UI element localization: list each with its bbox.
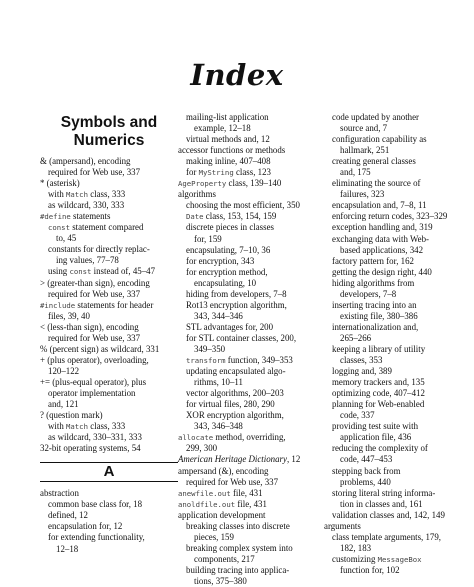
- entry-text: defined, 12: [48, 510, 88, 521]
- entry-text: class, 139–140: [226, 178, 282, 189]
- index-entry: [324, 499, 462, 510]
- entry-text: for virtual files, 280, 290: [186, 399, 275, 410]
- entry-text: factory pattern for, 162: [332, 255, 414, 266]
- entry-text: creating general classes: [332, 156, 416, 167]
- entry-text: class template arguments, 179,: [332, 531, 442, 542]
- entry-text: 32-bit operating systems, 54: [40, 443, 141, 454]
- index-entry: [178, 123, 316, 134]
- index-entry: [178, 432, 316, 443]
- entry-text: for extending functionality,: [48, 532, 145, 543]
- entry-text: mailing-list application: [186, 112, 269, 122]
- index-entry: [178, 112, 316, 123]
- index-entry: [40, 432, 178, 443]
- code-term: Match: [66, 190, 88, 200]
- index-column-2: [178, 112, 316, 587]
- index-entry: [324, 322, 462, 333]
- index-entry: [40, 311, 178, 322]
- entry-text: developers, 7–8: [340, 288, 397, 299]
- index-entry: [324, 399, 462, 410]
- index-entry: [40, 377, 178, 388]
- entry-text: vector algorithms, 200–203: [186, 388, 284, 399]
- index-entry: [40, 410, 178, 421]
- index-entry: [178, 565, 316, 576]
- entry-text: providing test suite with: [332, 421, 419, 432]
- entry-text: arguments: [324, 520, 361, 531]
- index-entry: [324, 443, 462, 454]
- entry-text: planning for Web-enabled: [332, 399, 425, 410]
- entry-text: application file, 436: [340, 432, 412, 443]
- entry-text: , 12: [286, 454, 301, 465]
- entry-text: class, 333: [87, 421, 126, 432]
- code-term: Date: [186, 212, 204, 222]
- index-entry: [324, 543, 462, 554]
- index-entry: [324, 355, 462, 366]
- entry-text: for, 159: [194, 233, 222, 244]
- letter-heading: A: [40, 462, 178, 482]
- code-term: MessageBox: [377, 554, 422, 564]
- index-entry: [40, 244, 178, 255]
- index-entry: [40, 266, 178, 277]
- entry-text: algorithms: [178, 189, 216, 200]
- entry-text: operator implementation: [48, 387, 136, 398]
- entry-text: STL advantages for, 200: [186, 321, 274, 332]
- entry-text: for: [186, 167, 199, 178]
- index-entry: [324, 267, 462, 278]
- index-entry: [40, 278, 178, 289]
- index-entry: [40, 532, 178, 543]
- index-entry: [178, 256, 316, 267]
- entry-text: accessor functions or methods: [178, 145, 286, 156]
- index-entry: [40, 510, 178, 521]
- entry-text: instead of, 45–47: [91, 266, 156, 277]
- entry-text: code updated by another: [332, 112, 419, 122]
- entry-text: statement compared: [69, 222, 144, 233]
- entry-text: required for Web use, 337: [48, 332, 141, 343]
- entry-text: required for Web use, 337: [48, 167, 141, 178]
- entry-text: function, 349–353: [225, 355, 293, 366]
- index-entry: [40, 300, 178, 311]
- index-entry: [178, 245, 316, 256]
- entry-text: XOR encryption algorithm,: [186, 410, 284, 421]
- index-entry: [324, 200, 462, 211]
- entry-text: existing file, 380–386: [340, 310, 418, 321]
- index-entry: [324, 311, 462, 322]
- entry-text: hallmark, 251: [340, 145, 390, 156]
- entry-text: encapsulation and, 7–8, 11: [332, 200, 427, 211]
- index-entry: [178, 211, 316, 222]
- entry-text: ing values, 77–78: [56, 255, 119, 266]
- index-entry: [40, 399, 178, 410]
- index-entry: [324, 178, 462, 189]
- entry-text: class, 153, 154, 159: [203, 211, 277, 222]
- index-entry: [324, 234, 462, 245]
- index-entry: [178, 466, 316, 477]
- index-entry: [324, 410, 462, 421]
- index-entry: [40, 178, 178, 189]
- entry-text: pieces, 159: [194, 531, 234, 542]
- entry-text: 265–266: [340, 332, 372, 343]
- code-term: transform: [186, 356, 226, 366]
- index-entry: [324, 189, 462, 200]
- entry-text: encapsulation for, 12: [48, 521, 123, 532]
- index-entry: [324, 134, 462, 145]
- index-entry: [178, 200, 316, 211]
- index-entry: [324, 377, 462, 388]
- entry-text: configuration capability as: [332, 134, 427, 145]
- entry-text: < (less-than sign), encoding: [40, 321, 139, 332]
- entry-text: Rot13 encryption algorithm,: [186, 299, 287, 310]
- entry-text: logging and, 389: [332, 366, 392, 377]
- entry-text: 349–350: [194, 343, 226, 354]
- entry-text: file, 431: [235, 498, 267, 509]
- entry-text: storing literal string informa-: [332, 487, 436, 498]
- index-entry: [40, 521, 178, 532]
- entry-text: discrete pieces in classes: [186, 222, 274, 233]
- entry-text: optimizing code, 407–412: [332, 388, 425, 399]
- entry-text: as wildcard, 330, 333: [48, 200, 125, 211]
- index-entry: [178, 322, 316, 333]
- index-entry: [324, 222, 462, 233]
- entry-text: classes, 353: [340, 355, 383, 366]
- entry-text: application development: [178, 509, 266, 520]
- entry-text: failures, 323: [340, 189, 385, 200]
- index-column-1: [40, 112, 178, 555]
- entry-text: method, overriding,: [213, 432, 286, 443]
- entry-text: with: [48, 421, 66, 432]
- entry-text: 299, 300: [186, 443, 218, 454]
- index-entry: [324, 112, 462, 123]
- entry-text: components, 217: [194, 553, 255, 564]
- index-entry: [324, 278, 462, 289]
- index-entry: [324, 156, 462, 167]
- entry-text: eliminating the source of: [332, 178, 421, 189]
- entry-text: files, 39, 40: [48, 310, 90, 321]
- index-entry: [40, 211, 178, 222]
- entry-text: inserting tracing into an: [332, 299, 417, 310]
- index-entry: [40, 355, 178, 366]
- index-entry: [178, 421, 316, 432]
- entry-text: getting the design right, 440: [332, 266, 432, 277]
- entry-text: making inline, 407–408: [186, 156, 271, 167]
- entry-text: as wildcard, 330–331, 333: [48, 432, 142, 443]
- index-entry: [324, 532, 462, 543]
- index-entry: [40, 200, 178, 211]
- entry-text: reducing the complexity of: [332, 443, 428, 454]
- entry-text: source and, 7: [340, 123, 388, 134]
- code-term: AgeProperty: [178, 179, 227, 189]
- code-term: MyString: [198, 168, 234, 178]
- index-entry: [40, 233, 178, 244]
- index-entry: [178, 543, 316, 554]
- section-heading: Symbols and Numerics: [60, 114, 158, 149]
- index-entry: [324, 145, 462, 156]
- entry-text: * (asterisk): [40, 178, 80, 189]
- index-entry: [178, 189, 316, 200]
- entry-text: 343, 346–348: [194, 421, 243, 432]
- index-entry: [178, 134, 316, 145]
- entry-text: customizing: [332, 553, 378, 564]
- entry-text: and, 175: [340, 167, 371, 178]
- index-entry: [324, 167, 462, 178]
- entry-text: hiding algorithms from: [332, 277, 415, 288]
- entry-text: tion in classes and, 161: [340, 498, 423, 509]
- entry-text: statements: [70, 211, 111, 222]
- entry-text: keeping a library of utility: [332, 343, 426, 354]
- index-entry: [40, 333, 178, 344]
- entry-text: for STL container classes, 200,: [186, 332, 297, 343]
- index-entry: [324, 477, 462, 488]
- index-entry: [178, 410, 316, 421]
- entry-text: constants for directly replac-: [48, 244, 150, 255]
- index-entry: [40, 366, 178, 377]
- entry-text: exchanging data with Web-: [332, 233, 429, 244]
- code-term: #define: [40, 212, 71, 222]
- index-entry: [40, 255, 178, 266]
- index-entry: [178, 366, 316, 377]
- entry-text: exception handling and, 319: [332, 222, 433, 233]
- entry-text: building tracing into applica-: [186, 564, 290, 575]
- index-entry: [40, 388, 178, 399]
- index-entry: [40, 167, 178, 178]
- index-entry: [178, 499, 316, 510]
- code-term: const: [48, 223, 70, 233]
- index-entry: [324, 289, 462, 300]
- entry-text: ampersand (&), encoding: [178, 465, 269, 476]
- italic-term: American Heritage Dictionary: [178, 454, 287, 465]
- entry-text: file, 431: [230, 487, 263, 498]
- index-entry: [178, 477, 316, 488]
- code-term: allocate: [178, 433, 214, 443]
- entry-text: breaking classes into discrete: [186, 520, 290, 531]
- entry-text: validation classes and, 142, 149: [332, 509, 445, 520]
- entry-text: with: [48, 189, 66, 200]
- entry-text: enforcing return codes, 323–329: [332, 211, 448, 222]
- index-entry: [324, 488, 462, 499]
- index-entry: [324, 256, 462, 267]
- index-entry: [178, 167, 316, 178]
- code-term: anewfile.out: [178, 488, 231, 498]
- entry-text: stepping back from: [332, 465, 401, 476]
- index-column-3: [324, 112, 462, 576]
- index-entry: [178, 454, 316, 465]
- index-entry: [40, 544, 178, 555]
- index-entry: [178, 521, 316, 532]
- index-entry: [178, 532, 316, 543]
- index-entry: [178, 388, 316, 399]
- entry-text: for encryption, 343: [186, 255, 255, 266]
- index-entry: [178, 234, 316, 245]
- index-entry: [40, 421, 178, 432]
- index-entry: [178, 554, 316, 565]
- index-entry: [324, 565, 462, 576]
- entry-text: 120–122: [48, 365, 80, 376]
- entry-text: choosing the most efficient, 350: [186, 200, 300, 211]
- index-entry: [178, 278, 316, 289]
- index-entry: [324, 388, 462, 399]
- index-entry: [178, 399, 316, 410]
- index-entry: [178, 145, 316, 156]
- entry-text: hiding from developers, 7–8: [186, 288, 287, 299]
- index-entry: [40, 189, 178, 200]
- index-entry: [324, 510, 462, 521]
- index-entry: [324, 211, 462, 222]
- entry-text: required for Web use, 337: [48, 288, 141, 299]
- index-entry: [40, 289, 178, 300]
- entry-text: code, 447–453: [340, 454, 393, 465]
- entry-text: updating encapsulated algo-: [186, 366, 286, 377]
- entry-text: & (ampersand), encoding: [40, 156, 131, 166]
- index-entry: [178, 289, 316, 300]
- entry-text: statements for header: [75, 299, 154, 310]
- index-entry: [324, 123, 462, 134]
- entry-text: internationalization and,: [332, 321, 419, 332]
- code-term: anoldfile.out: [178, 499, 236, 509]
- index-entry: [324, 366, 462, 377]
- index-entry: [40, 488, 178, 499]
- index-entry: [40, 156, 178, 167]
- index-entry: [324, 344, 462, 355]
- code-term: Match: [66, 422, 88, 432]
- entry-text: memory trackers and, 135: [332, 377, 425, 388]
- index-entry: [324, 432, 462, 443]
- index-entry: [324, 454, 462, 465]
- entry-text: virtual methods and, 12: [186, 134, 270, 145]
- index-entry: [178, 510, 316, 521]
- entry-text: class, 333: [87, 189, 126, 200]
- entry-text: function for, 102: [340, 564, 400, 575]
- entry-text: rithms, 10–11: [194, 377, 243, 388]
- entry-text: to, 45: [56, 233, 77, 244]
- index-entry: [324, 300, 462, 311]
- entry-text: for encryption method,: [186, 266, 268, 277]
- index-entry: [40, 222, 178, 233]
- index-entry: [40, 443, 178, 454]
- index-entry: [178, 488, 316, 499]
- entry-text: encapsulating, 10: [194, 277, 257, 288]
- entry-text: and, 121: [48, 399, 79, 410]
- index-entry: [40, 499, 178, 510]
- entry-text: using: [48, 266, 70, 277]
- code-term: const: [69, 267, 92, 277]
- page-title: Index: [190, 58, 284, 92]
- entry-text: class, 123: [233, 167, 271, 178]
- entry-text: > (greater-than sign), encoding: [40, 277, 150, 288]
- index-entry: [178, 300, 316, 311]
- entry-text: encapsulating, 7–10, 36: [186, 244, 271, 255]
- entry-text: abstraction: [40, 488, 79, 499]
- entry-text: + (plus operator), overloading,: [40, 354, 149, 365]
- entry-text: breaking complex system into: [186, 542, 293, 553]
- index-entry: [178, 344, 316, 355]
- index-entry: [178, 443, 316, 454]
- entry-text: 343, 344–346: [194, 310, 243, 321]
- index-entry: [178, 267, 316, 278]
- index-entry: [178, 333, 316, 344]
- index-entry: [178, 355, 316, 366]
- entry-text: example, 12–18: [194, 123, 251, 134]
- entry-text: code, 337: [340, 410, 375, 421]
- index-entry: [178, 156, 316, 167]
- code-term: #include: [40, 300, 76, 310]
- index-entry: [324, 245, 462, 256]
- entry-text: ? (question mark): [40, 410, 103, 421]
- index-entry: [178, 576, 316, 587]
- index-entry: [324, 554, 462, 565]
- entry-text: based applications, 342: [340, 244, 424, 255]
- index-entry: [324, 421, 462, 432]
- index-entry: [178, 222, 316, 233]
- index-entry: [178, 178, 316, 189]
- index-entry: [40, 344, 178, 355]
- entry-text: 12–18: [56, 543, 79, 554]
- index-entry: [324, 333, 462, 344]
- entry-text: common base class for, 18: [48, 499, 143, 510]
- index-entry: [40, 322, 178, 333]
- index-entry: [324, 521, 462, 532]
- index-entry: [324, 466, 462, 477]
- entry-text: 182, 183: [340, 542, 372, 553]
- entry-text: problems, 440: [340, 476, 391, 487]
- index-entry: [178, 311, 316, 322]
- entry-text: required for Web use, 337: [186, 476, 279, 487]
- entry-text: += (plus-equal operator), plus: [40, 376, 147, 387]
- index-entry: [178, 377, 316, 388]
- entry-text: tions, 375–380: [194, 575, 247, 586]
- entry-text: % (percent sign) as wildcard, 331: [40, 343, 160, 354]
